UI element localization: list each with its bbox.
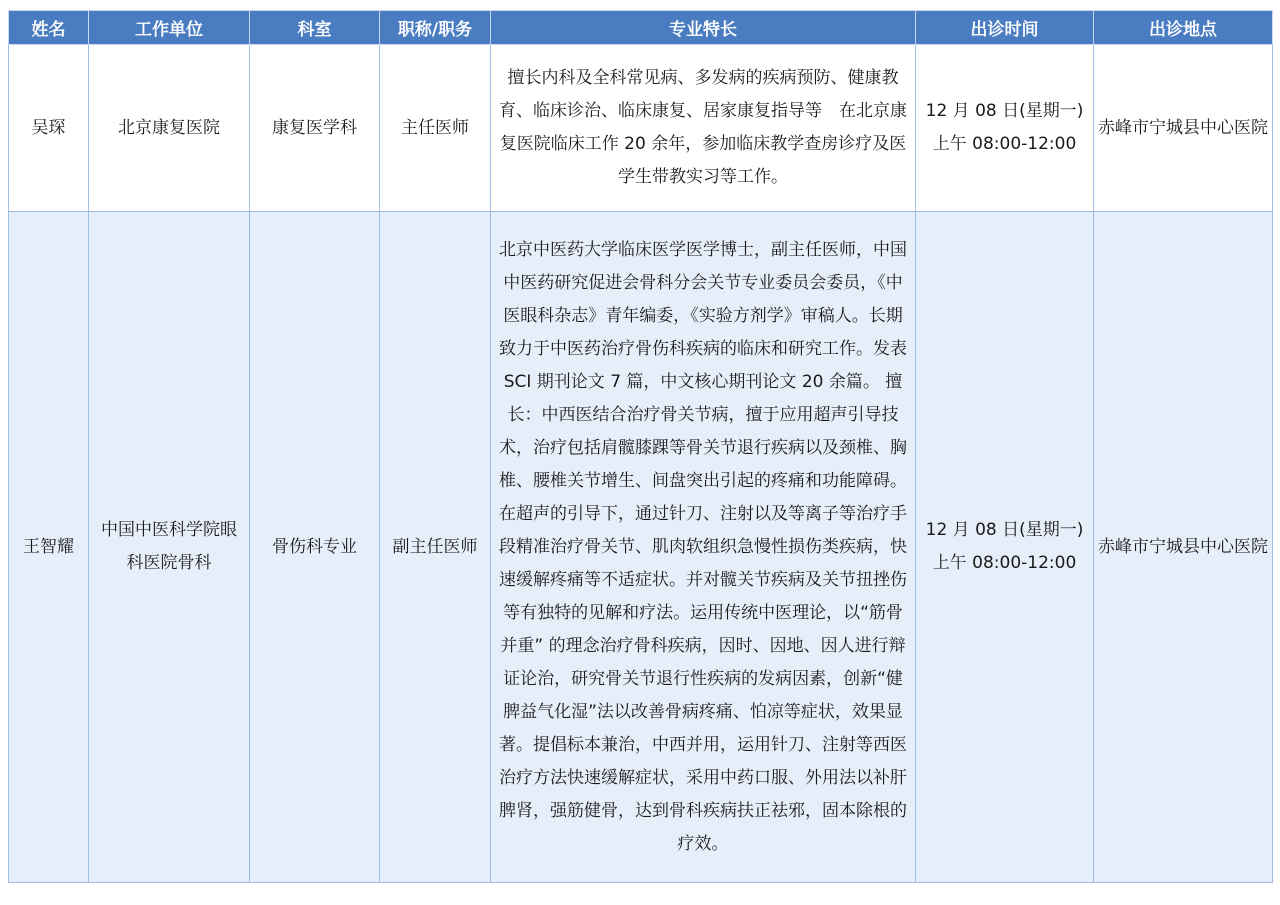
specialty-text: 擅长内科及全科常见病、多发病的疾病预防、健康教育、临床诊治、临床康复、居家康复指导等 在北京康复医院临床工作 20 余年，参加临床教学查房诊疗及医学生带教实习等工作。 xyxy=(491,45,916,212)
clinic-date: 12 月 08 日(星期一) xyxy=(925,520,1084,540)
doctor-name: 吴琛 xyxy=(9,45,89,212)
doctor-name: 王智耀 xyxy=(9,212,89,883)
clinic-slot: 上午 08:00-12:00 xyxy=(932,553,1077,573)
header-specialty: 专业特长 xyxy=(491,11,916,45)
clinic-time xyxy=(916,45,1094,212)
department: 骨伤科专业 xyxy=(250,212,380,883)
clinic-location: 赤峰市宁城县中心医院 xyxy=(1094,212,1273,883)
job-title: 副主任医师 xyxy=(380,212,491,883)
job-title: 主任医师 xyxy=(380,45,491,212)
header-dept: 科室 xyxy=(250,11,380,45)
clinic-time xyxy=(916,212,1094,883)
table-header-row xyxy=(9,11,1273,45)
header-time: 出诊时间 xyxy=(916,11,1094,45)
table-row xyxy=(9,212,1273,883)
specialty-text: 北京中医药大学临床医学医学博士，副主任医师，中国中医药研究促进会骨科分会关节专业委员会委员，《中医眼科杂志》青年编委，《实验方剂学》审稿人。长期致力于中医药治疗骨伤科疾病的临床和研究工作。发表 SCI 期刊论文 7 篇，中文核心期刊论文 20 余篇。 擅长：中西医结合治疗骨关节病，擅于应用超声引导技术，治疗包括肩髋膝踝等骨关节退行疾病以及颈椎、胸椎、腰椎关节增生、间盘突出引起的疼痛和功能障碍。在超声的引导下，通过针刀、注射以及等离子等治疗手段精准治疗骨关节、肌肉软组织急慢性损伤类疾病，快速缓解疼痛等不适症状。并对髋关节疾病及关节扭挫伤等有独特的见解和疗法。运用传统中医理论，以“筋骨并重” 的理念治疗骨科疾病，因时、因地、因人进行辩证论治，研究骨关节退行性疾病的发病因素，创新“健脾益气化湿”法以改善骨病疼痛、怕凉等症状，效果显著。提倡标本兼治，中西并用，运用针刀、注射等西医治疗方法快速缓解症状，采用中药口服、外用法以补肝脾肾，强筋健骨，达到骨科疾病扶正祛邪，固本除根的疗效。 xyxy=(491,212,916,883)
work-unit: 中国中医科学院眼科医院骨科 xyxy=(89,212,250,883)
header-location: 出诊地点 xyxy=(1094,11,1273,45)
table-row xyxy=(9,45,1273,212)
clinic-location: 赤峰市宁城县中心医院 xyxy=(1094,45,1273,212)
clinic-schedule-table xyxy=(8,10,1273,883)
department: 康复医学科 xyxy=(250,45,380,212)
clinic-date: 12 月 08 日(星期一) xyxy=(925,101,1084,121)
clinic-slot: 上午 08:00-12:00 xyxy=(932,134,1077,154)
work-unit: 北京康复医院 xyxy=(89,45,250,212)
header-unit: 工作单位 xyxy=(89,11,250,45)
header-title: 职称/职务 xyxy=(380,11,491,45)
header-name: 姓名 xyxy=(9,11,89,45)
